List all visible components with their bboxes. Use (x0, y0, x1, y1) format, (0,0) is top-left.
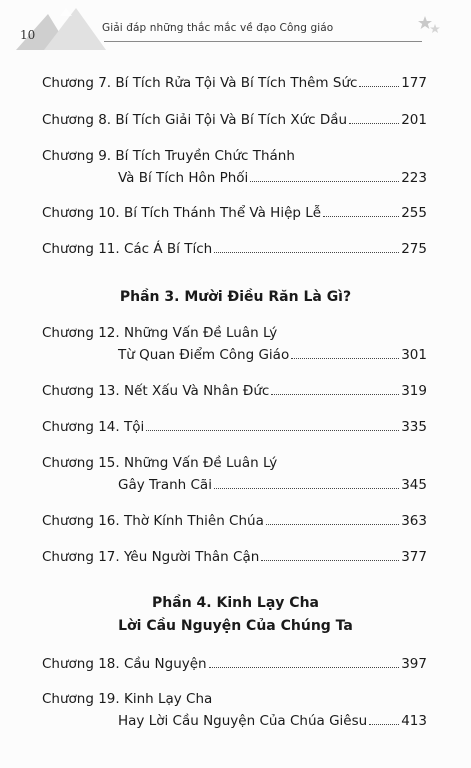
toc-entry-ch16[interactable] (42, 510, 427, 532)
leader-dots (214, 252, 399, 253)
entry-page: 397 (401, 656, 427, 672)
page-header (0, 0, 471, 50)
leader-dots (271, 394, 399, 395)
entry-page: 377 (401, 549, 427, 565)
entry-label-line2: Gây Tranh Cãi (118, 477, 212, 493)
entry-label: Chương 18. Cầu Nguyện (42, 656, 207, 672)
entry-label: Chương 17. Yêu Người Thân Cận (42, 549, 260, 565)
entry-page: 301 (401, 347, 427, 363)
entry-label: Chương 8. Bí Tích Giải Tội Và Bí Tích Xức Dầu (42, 112, 348, 128)
entry-page: 345 (401, 477, 427, 493)
entry-label: Chương 14. Tội (42, 419, 145, 435)
entry-page: 223 (401, 170, 427, 186)
entry-label-line2: Từ Quan Điểm Công Giáo (118, 347, 290, 363)
leader-dots (291, 358, 399, 359)
entry-label: Chương 10. Bí Tích Thánh Thể Và Hiệp Lễ (42, 205, 322, 221)
entry-label-line1: Chương 9. Bí Tích Truyền Chức Thánh (42, 148, 295, 164)
leader-dots (214, 488, 399, 489)
toc-entry-ch14[interactable] (42, 416, 427, 438)
entry-label-line1: Chương 12. Những Vấn Đề Luân Lý (42, 325, 278, 341)
leader-dots (359, 86, 399, 87)
toc-entry-ch18[interactable] (42, 653, 427, 675)
toc-entry-ch19[interactable] (42, 688, 427, 732)
entry-page: 275 (401, 241, 427, 257)
entry-label: Chương 16. Thờ Kính Thiên Chúa (42, 513, 264, 529)
leader-dots (261, 560, 399, 561)
leader-dots (146, 430, 399, 431)
entry-label: Chương 7. Bí Tích Rửa Tội Và Bí Tích Thêm Sức (42, 75, 358, 91)
entry-page: 363 (401, 513, 427, 529)
header-rule (104, 41, 422, 42)
part-3-heading: Phần 3. Mười Điều Răn Là Gì? (119, 289, 352, 305)
entry-page: 255 (401, 205, 427, 221)
running-title: Giải đáp những thắc mắc về đạo Công giáo (102, 22, 334, 34)
toc-entry-ch11[interactable] (42, 238, 427, 260)
leader-dots (369, 724, 399, 725)
page-number: 10 (20, 28, 36, 42)
entry-label-line2: Hay Lời Cầu Nguyện Của Chúa Giêsu (118, 713, 368, 729)
entry-page: 201 (401, 112, 427, 128)
stars-icon (418, 16, 442, 40)
toc-entry-ch12[interactable] (42, 322, 427, 366)
toc-entry-ch15[interactable] (42, 452, 427, 496)
entry-label-line1: Chương 19. Kinh Lạy Cha (42, 691, 213, 707)
part-4-heading (0, 592, 471, 638)
leader-dots (323, 216, 399, 217)
entry-page: 335 (401, 419, 427, 435)
part-4-line1: Phần 4. Kinh Lạy Cha (152, 595, 319, 611)
toc-entry-ch13[interactable] (42, 380, 427, 402)
entry-label-line2: Và Bí Tích Hôn Phối (118, 170, 249, 186)
part-4-line2: Lời Cầu Nguyện Của Chúng Ta (118, 618, 353, 634)
toc-entry-ch9[interactable] (42, 145, 427, 189)
entry-label: Chương 11. Các Á Bí Tích (42, 241, 213, 257)
entry-page: 177 (401, 75, 427, 91)
leader-dots (349, 123, 399, 124)
entry-page: 413 (401, 713, 427, 729)
leader-dots (209, 667, 400, 668)
toc-entry-ch8[interactable] (42, 109, 427, 131)
toc-entry-ch17[interactable] (42, 546, 427, 568)
leader-dots (266, 524, 399, 525)
toc-entry-ch7[interactable] (42, 72, 427, 94)
leader-dots (250, 181, 399, 182)
entry-label: Chương 13. Nết Xấu Và Nhân Đức (42, 383, 270, 399)
entry-page: 319 (401, 383, 427, 399)
entry-label-line1: Chương 15. Những Vấn Đề Luân Lý (42, 455, 278, 471)
toc-entry-ch10[interactable] (42, 202, 427, 224)
